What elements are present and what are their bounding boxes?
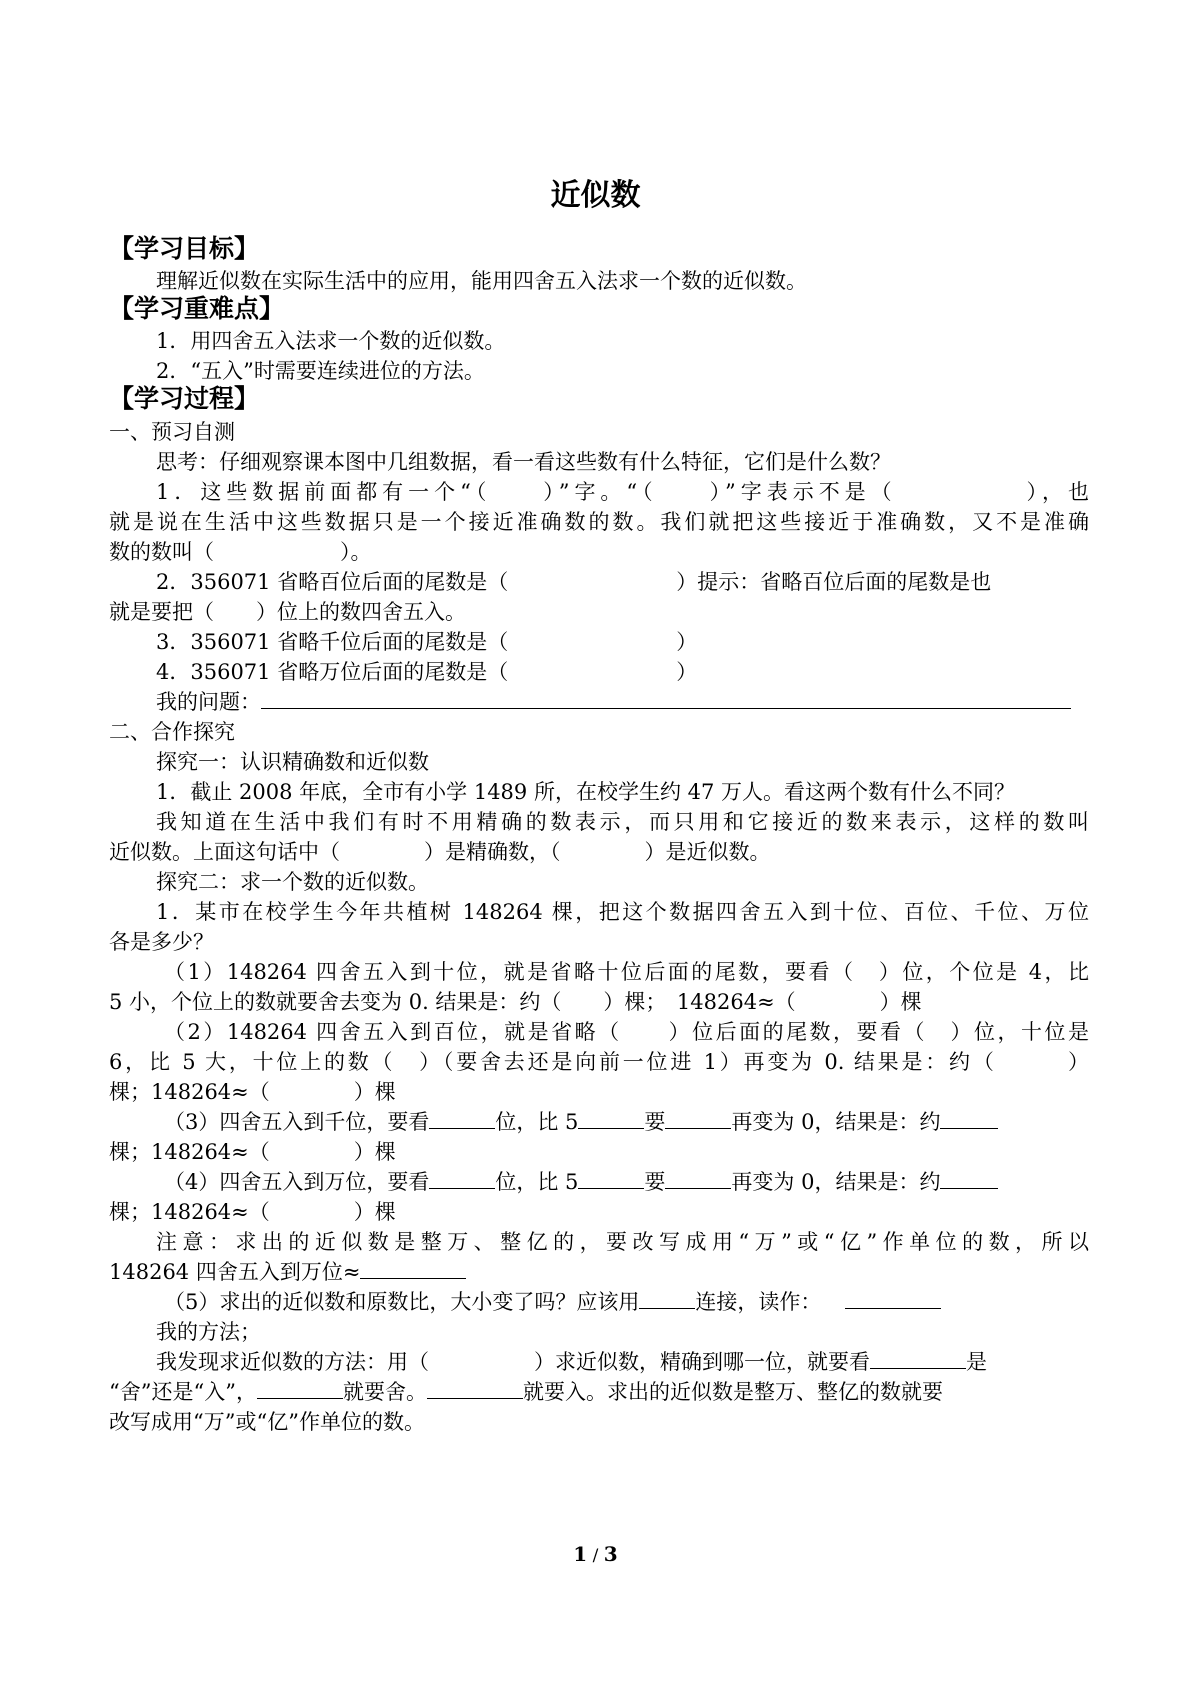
step3-text-4: 再变为 0，结果是：约 [731, 1110, 941, 1134]
method-text-3: “舍”还是“入”， [109, 1380, 257, 1404]
preview-q4: 4．356071 省略万位后面的尾数是（ ） [156, 660, 698, 684]
explore1-para-line2: 近似数。上面这句话中（ ）是精确数，（ ）是近似数。 [109, 840, 771, 864]
explore2-q1-line2: 各是多少？ [109, 930, 214, 954]
step5-text-2: 连接，读作： [695, 1290, 822, 1314]
my-question-label: 我的问题： [156, 690, 261, 714]
page-title: 近似数 [550, 178, 641, 213]
step4-text-3: 要 [644, 1170, 666, 1194]
note-blank[interactable] [360, 1258, 466, 1279]
step5-blank-1[interactable] [639, 1288, 695, 1309]
preview-q3: 3．356071 省略千位后面的尾数是（ ） [156, 630, 698, 654]
step3-text-3: 要 [644, 1110, 666, 1134]
method-text-4: 就要舍。 [342, 1380, 427, 1404]
method-blank-3[interactable] [427, 1378, 523, 1399]
method-line2 [109, 1376, 1089, 1408]
preview-q2-line1: 2．356071 省略百位后面的尾数是（ ）提示：省略百位后面的尾数是也 [156, 570, 992, 594]
preview-q1-line3: 数的数叫（ ）。 [109, 540, 372, 564]
key-point-1: 1．用四舍五入法求一个数的近似数。 [156, 329, 506, 353]
step2-line2: 6，比 5 大，十位上的数（ ）（要舍去还是向前一位进 1）再变为 0. 结果是：约（ ） [109, 1050, 1089, 1074]
preview-q1-line1: 1．这些数据前面都有一个“（ ）”字。“（ ）”字表示不是（ ），也 [156, 480, 1089, 504]
step1-line1: （1）148264 四舍五入到十位，就是省略十位后面的尾数，要看（ ）位，个位是 4，比 [164, 960, 1089, 984]
key-heading: 【学习重难点】 [109, 294, 285, 323]
explore-heading: 二、合作探究 [109, 720, 235, 744]
explore2-q1-line1: 1．某市在校学生今年共植树 148264 棵，把这个数据四舍五入到十位、百位、千位、万位 [156, 900, 1089, 924]
step4-blank-3[interactable] [665, 1168, 731, 1189]
preview-q2-line2: 就是要把（ ）位上的数四舍五入。 [109, 600, 466, 624]
step4-line1 [164, 1166, 1089, 1198]
explore1-para-line1: 我知道在生活中我们有时不用精确的数表示，而只用和它接近的数来表示，这样的数叫 [156, 810, 1089, 834]
step3-line1 [164, 1106, 1089, 1138]
step4-text-2: 位，比 5 [495, 1170, 579, 1194]
method-text-5: 就要入。求出的近似数是整万、整亿的数就要 [522, 1380, 943, 1404]
step4-blank-1[interactable] [429, 1168, 495, 1189]
note-line1: 注意：求出的近似数是整万、整亿的，要改写成用“万”或“亿”作单位的数，所以 [156, 1230, 1089, 1254]
preview-think: 思考：仔细观察课本图中几组数据，看一看这些数有什么特征，它们是什么数？ [156, 450, 891, 474]
page-number [0, 1542, 1191, 1566]
step3-blank-2[interactable] [578, 1108, 644, 1129]
step4-blank-4[interactable] [940, 1168, 998, 1189]
note-line2 [109, 1256, 1089, 1288]
step3-blank-4[interactable] [940, 1108, 998, 1129]
method-label: 我的方法； [156, 1320, 261, 1344]
note-text: 148264 四舍五入到万位≈ [109, 1260, 361, 1284]
step4-text-4: 再变为 0，结果是：约 [731, 1170, 941, 1194]
step5-blank-2[interactable] [845, 1288, 941, 1309]
preview-heading: 一、预习自测 [109, 420, 235, 444]
page-total: 3 [603, 1542, 618, 1566]
method-line1 [156, 1346, 1089, 1378]
step2-line1: （2）148264 四舍五入到百位，就是省略（ ）位后面的尾数，要看（ ）位，十位是 [164, 1020, 1089, 1044]
method-blank-2[interactable] [257, 1378, 343, 1399]
step3-line2: 棵；148264≈（ ）棵 [109, 1140, 396, 1164]
step3-blank-1[interactable] [429, 1108, 495, 1129]
method-blank-1[interactable] [870, 1348, 966, 1369]
explore1-q1: 1．截止 2008 年底，全市有小学 1489 所，在校学生约 47 万人。看这两个数有什么不同？ [156, 780, 1016, 804]
step1-line2: 5 小，个位上的数就要舍去变为 0. 结果是：约（ ）棵； 148264≈（ ）棵 [109, 990, 922, 1014]
step2-line3: 棵；148264≈（ ）棵 [109, 1080, 396, 1104]
my-question-blank[interactable] [261, 688, 1071, 709]
goal-text: 理解近似数在实际生活中的应用，能用四舍五入法求一个数的近似数。 [156, 269, 807, 293]
step3-text-2: 位，比 5 [495, 1110, 579, 1134]
page-separator: / [587, 1546, 604, 1566]
step5-text-1: （5）求出的近似数和原数比，大小变了吗？应该用 [164, 1290, 640, 1314]
step5-line [164, 1286, 1089, 1318]
method-line3: 改写成用“万”或“亿”作单位的数。 [109, 1410, 425, 1434]
step3-blank-3[interactable] [665, 1108, 731, 1129]
process-heading: 【学习过程】 [109, 384, 260, 413]
preview-q1-line2: 就是说在生活中这些数据只是一个接近准确数的数。我们就把这些接近于准确数，又不是准确 [109, 510, 1089, 534]
step4-line2: 棵；148264≈（ ）棵 [109, 1200, 396, 1224]
method-text-2: 是 [966, 1350, 987, 1374]
explore1-title: 探究一：认识精确数和近似数 [156, 750, 429, 774]
my-question-row [156, 686, 1089, 718]
step4-text-1: （4）四舍五入到万位，要看 [164, 1170, 430, 1194]
goal-heading: 【学习目标】 [109, 234, 260, 263]
page-current: 1 [573, 1542, 588, 1566]
step4-blank-2[interactable] [578, 1168, 644, 1189]
key-point-2: 2．“五入”时需要连续进位的方法。 [156, 359, 485, 383]
step3-text-1: （3）四舍五入到千位，要看 [164, 1110, 430, 1134]
explore2-title: 探究二：求一个数的近似数。 [156, 870, 429, 894]
method-text-1: 我发现求近似数的方法：用（ ）求近似数，精确到哪一位，就要看 [156, 1350, 870, 1374]
